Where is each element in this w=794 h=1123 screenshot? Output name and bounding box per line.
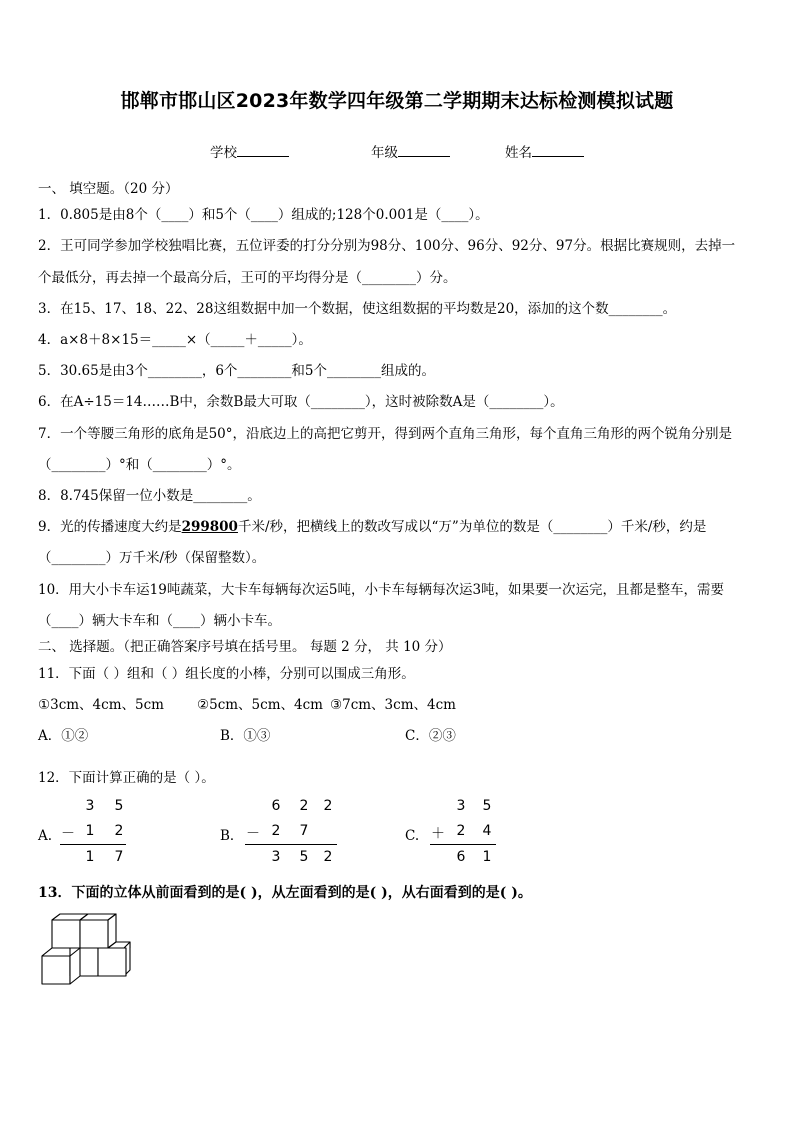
q12-calc-c <box>430 798 500 870</box>
q12b-mid-digit-2: 7 <box>299 823 309 839</box>
q12c-top-digit-1: 3 <box>456 798 466 814</box>
name-blank <box>532 144 584 157</box>
q12c-res-digit-1: 6 <box>456 849 466 865</box>
question-6: 6．在A÷15＝14……B中，余数B最大可取（________），这时被除数A是（________）。 <box>38 394 564 410</box>
question-9-line-1 <box>38 517 706 537</box>
q12b-res-digit-2: 5 <box>299 849 309 865</box>
grade-field <box>371 141 450 161</box>
q11-group-2: ②5cm、5cm、4cm <box>197 697 323 713</box>
question-9-prefix: 9．光的传播速度大约是 <box>38 519 182 535</box>
q11-group-1: ①3cm、4cm、5cm <box>38 697 164 713</box>
question-4: 4．a×8＋8×15＝_____×（_____＋_____）。 <box>38 332 312 348</box>
question-10-line-2: （____）辆大卡车和（____）辆小卡车。 <box>38 613 281 629</box>
school-field <box>210 141 289 161</box>
q12c-top-digit-2: 5 <box>482 798 492 814</box>
q12a-top-digit-1: 3 <box>85 798 95 814</box>
page-title: 邯郸市邯山区2023年数学四年级第二学期期末达标检测模拟试题 <box>120 90 674 112</box>
question-7-line-1: 7．一个等腰三角形的底角是50°，沿底边上的高把它剪开，得到两个直角三角形，每个直角三角形的两个锐角分别是 <box>38 426 733 442</box>
cube-top-2-front <box>80 920 108 948</box>
cube-stack-figure <box>38 912 134 986</box>
question-2-line-2: 个最低分，再去掉一个最高分后，王可的平均得分是（________）分。 <box>38 270 457 286</box>
question-12: 12．下面计算正确的是（ ）。 <box>38 770 215 786</box>
question-1: 1．0.805是由8个（____）和5个（____）组成的;128个0.001是（____）。 <box>38 207 489 223</box>
q11-group-3: ③7cm、3cm、4cm <box>330 697 456 713</box>
q12c-rule <box>430 844 496 845</box>
q12a-res-digit-2: 7 <box>114 849 124 865</box>
q12b-mid-digit-1: 2 <box>271 823 281 839</box>
q12b-top-digit-2: 2 <box>299 798 309 814</box>
q12a-operator: － <box>61 826 75 842</box>
question-9-line-2: （________）万千米/秒（保留整数）。 <box>38 550 266 566</box>
q11-option-c[interactable]: C．②③ <box>405 728 456 744</box>
q12-calc-a <box>60 798 130 870</box>
grade-label: 年级 <box>371 145 398 161</box>
cube-top-1-front <box>52 920 80 948</box>
q12-calc-b <box>245 798 340 870</box>
q12c-res-digit-2: 1 <box>482 849 492 865</box>
q12a-mid-digit-2: 2 <box>114 823 124 839</box>
q12-option-c-label[interactable]: C. <box>405 828 420 844</box>
q12b-top-digit-3: 2 <box>323 798 333 814</box>
section-2-heading: 二、 选择题。（把正确答案序号填在括号里。 每题 2 分， 共 10 分） <box>38 639 452 655</box>
cube-bottom-1-front <box>42 956 70 984</box>
name-field <box>505 141 584 161</box>
question-3: 3．在15、17、18、22、28这组数据中加一个数据，使这组数据的平均数是20，添加的这个数________。 <box>38 301 677 317</box>
q12a-rule <box>60 844 126 845</box>
q12c-operator: ＋ <box>431 826 445 842</box>
question-5: 5．30.65是由3个________，6个________和5个________组成的。 <box>38 363 436 379</box>
question-11: 11．下面（ ）组和（ ）组长度的小棒，分别可以围成三角形。 <box>38 666 415 682</box>
q12-option-a-label[interactable]: A. <box>38 828 53 844</box>
q12a-top-digit-2: 5 <box>114 798 124 814</box>
school-label: 学校 <box>210 145 237 161</box>
question-8: 8．8.745保留一位小数是________。 <box>38 488 261 504</box>
q11-option-b[interactable]: B．①③ <box>220 728 271 744</box>
q12b-operator: － <box>246 826 260 842</box>
name-label: 姓名 <box>505 145 532 161</box>
q12b-res-digit-1: 3 <box>271 849 281 865</box>
cube-bottom-3-front <box>98 948 126 976</box>
question-10-line-1: 10．用大小卡车运19吨蔬菜，大卡车每辆每次运5吨，小卡车每辆每次运3吨，如果要一次运完，且都是整车，需要 <box>38 582 725 598</box>
q12-option-b-label[interactable]: B． <box>220 828 244 844</box>
section-1-heading: 一、 填空题。（20 分） <box>38 181 179 197</box>
q12c-mid-digit-2: 4 <box>482 823 492 839</box>
question-2-line-1: 2．王可同学参加学校独唱比赛，五位评委的打分分别为98分、100分、96分、92分、97分。根据比赛规则，去掉一 <box>38 238 736 254</box>
q11-option-a[interactable]: A．①② <box>38 728 89 744</box>
q12b-top-digit-1: 6 <box>271 798 281 814</box>
q12a-res-digit-1: 1 <box>85 849 95 865</box>
q12b-res-digit-3: 2 <box>323 849 333 865</box>
school-blank <box>237 144 289 157</box>
q12c-mid-digit-1: 2 <box>456 823 466 839</box>
grade-blank <box>398 144 450 157</box>
q12a-mid-digit-1: 1 <box>85 823 95 839</box>
question-9-suffix: 千米/秒，把横线上的数改写成以“万”为单位的数是（________）千米/秒，约是 <box>237 519 707 535</box>
question-13: 13．下面的立体从前面看到的是( )，从左面看到的是( )，从右面看到的是( )。 <box>38 885 532 901</box>
question-7-line-2: （________）°和（________）°。 <box>38 457 241 473</box>
q12b-rule <box>245 844 337 845</box>
question-9-underlined-number: 299800 <box>181 519 238 535</box>
